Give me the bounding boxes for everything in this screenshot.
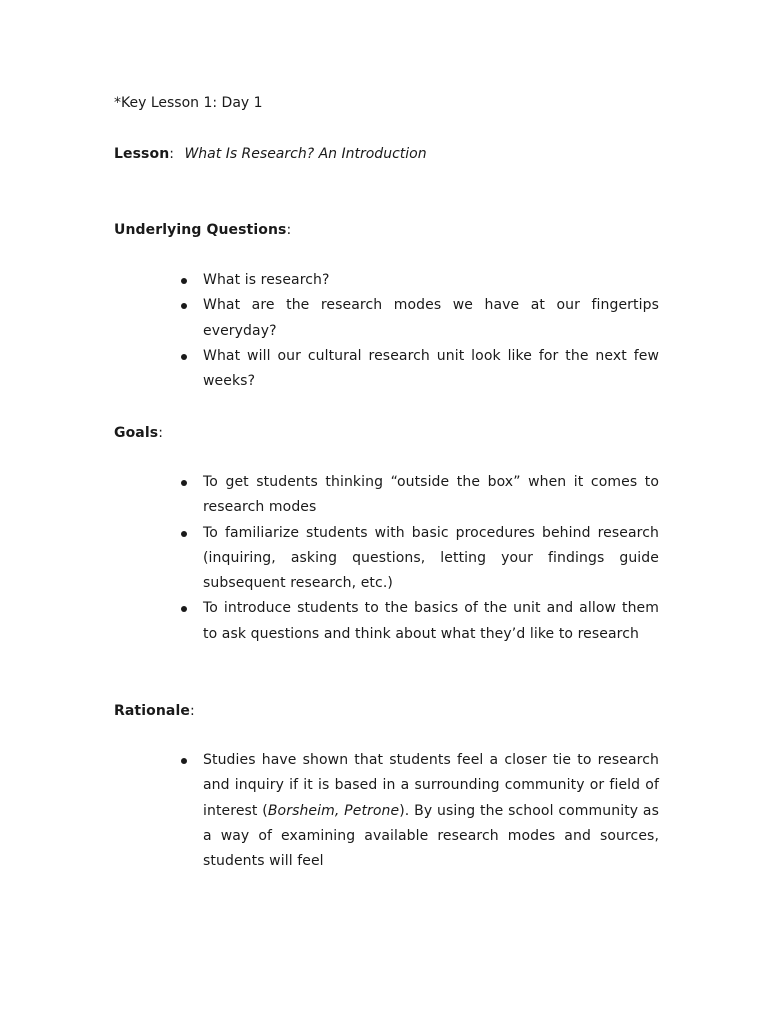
goals-label: Goals bbox=[114, 425, 159, 441]
underlying-questions-heading bbox=[114, 221, 291, 239]
rationale-label: Rationale bbox=[114, 703, 190, 719]
lesson-label: Lesson bbox=[114, 146, 170, 162]
goals-colon: : bbox=[158, 425, 163, 441]
list-item: To get students thinking “outside the box” when it comes to research modes bbox=[114, 470, 659, 521]
goals-heading bbox=[114, 424, 163, 442]
rationale-text-end: ). By using the school community as a way of examining available research modes and sources, students will feel bbox=[203, 802, 660, 870]
list-item: To familiarize students with basic procedures behind research (inquiring, asking questions, letting your findings guide subsequent research, etc.) bbox=[114, 521, 659, 597]
lesson-colon: : bbox=[169, 146, 174, 162]
list-item: What are the research modes we have at our fingertips everyday? bbox=[114, 293, 659, 344]
list-item: What is research? bbox=[114, 268, 659, 293]
rationale-text-start: Studies have shown that students feel a closer tie to research and inquiry if it is based in a surrounding community or field of interest ( bbox=[203, 752, 659, 819]
underlying-questions-list bbox=[114, 268, 659, 394]
underlying-questions-colon: : bbox=[286, 222, 292, 238]
lesson-title: What Is Research? An Introduction bbox=[184, 146, 427, 162]
list-item bbox=[114, 748, 659, 874]
list-item: What will our cultural research unit look like for the next few weeks? bbox=[114, 344, 659, 395]
rationale-heading bbox=[114, 702, 195, 720]
lesson-heading bbox=[114, 145, 427, 163]
underlying-questions-label: Underlying Questions bbox=[114, 222, 287, 238]
key-lesson-label: *Key Lesson 1: Day 1 bbox=[114, 95, 263, 111]
goals-list bbox=[114, 470, 659, 647]
rationale-citation: Borsheim, Petrone bbox=[267, 802, 400, 819]
rationale-list bbox=[114, 748, 659, 874]
list-item: To introduce students to the basics of the unit and allow them to ask questions and think about what they’d like to research bbox=[114, 596, 659, 647]
rationale-colon: : bbox=[189, 703, 195, 719]
